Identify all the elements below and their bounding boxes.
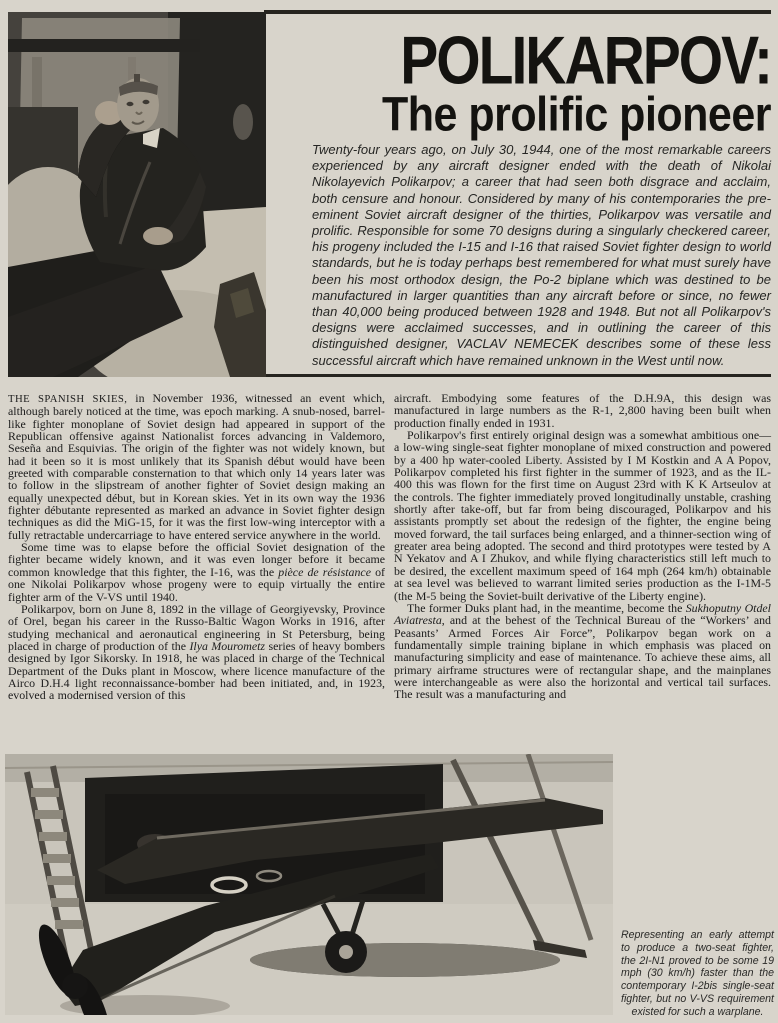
intro-divider-rule [266,374,771,377]
page-subtitle: The prolific pioneer [382,88,771,142]
aircraft-photo-graphic [5,754,613,1015]
aircraft-photo [5,754,613,1015]
polikarpov-portrait-photo [8,12,266,377]
photo-caption: Representing an early attempt to produce a two-seat fighter, the 2I-N1 proved to be some 19 mph (30 km/h) faster than the contemporary I-2bis single-seat fighter, but no V-VS requirement existed for such a warplane. [621,929,774,1018]
intro-paragraph: Twenty-four years ago, on July 30, 1944, one of the most remarkable careers experienced by any aircraft designer ended with the death of Nikolai Nikolayevich Polikarpov; a career that had seen both disgrace and acclaim, both censure and honour. Considered by many of his contemporaries the pre-eminent Soviet aircraft designer of the thirties, Polikarpov was versatile and prolific. Responsible for some 70 designs during a singularly checkered career, his progeny included the I-15 and I-16 that raised Soviet fighter design to world standards, but he is today perhaps best remembered for what must surely have been his most orthodox design, the Po-2 biplane which was destined to be manufactured in larger quantities than any aircraft before or since, no fewer than 40,000 being produced between 1928 and 1948. But not all Polikarpov's designs were acclaimed successes, and in outlining the career of this distinguished designer, VACLAV NEMECEK describes some of these less successful aircraft which have remained unknown in the West until now. [312,142,771,368]
page-title: POLIKARPOV: [400,23,771,99]
paragraph: The former Duks plant had, in the meantime, become the Sukhoputny Otdel Aviatresta, and at the behest of the Technical Bureau of the “Workers’ and Peasants’ Armed Forces Air Force”, Polikarpov began work on a fundamentally simple training biplane in which emphasis was placed on manufacturing simplicity and ease of maintenance. To achieve these aims, all primary airframe structures were of rectangular shape, and the mainplanes were interchangeable as were also the horizontal and vertical tail surfaces. The result was a manufacturing and [394,600,771,702]
paragraph: Polikarpov's first entirely original design was a somewhat ambitious one—a low-wing single-seat fighter monoplane of mixed construction and powered by a 400 hp water-cooled Liberty. Assisted by I M Kostkin and A A Popov, Polikarpov completed his first fighter in the summer of 1923, and as the IL-400 this was flown for the first time on August 23rd with K K Artseulov at the controls. The fighter immediately proved longitudinally unstable, crashing shortly after take-off, but far from being discouraged, Polikarpov and his assistants promptly set about the redesign of the fighter, the engine being moved forward, the tail surfaces being enlarged, and a thinner-section wing of greater area being adopted. The second and third prototypes were tested by A N Yekatov and A I Zhukov, and while flying characteristics still left much to be desired, the excellent maximum speed of 164 mph (264 km/h) obtainable at sea level was believed to warrant limited series production as the I-1M-5 (the M-5 being the Soviet-built derivative of the Liberty engine). [394,428,771,603]
paragraph: THE SPANISH SKIES, in November 1936, witnessed an event which, although barely noticed at the time, was epoch marking. A snub-nosed, barrel-like fighter monoplane of Soviet design had appeared in support of the Republican offensive against Nationalist forces advancing in Valdemoro, Seseña and Esquivias. The origin of the fighter was not widely known, but had it been so it is most unlikely that its Spanish début would have been greeted with comparable consternation to that which only 14 years later was to follow in the slipstream of another fighter of Soviet design making an equally unexpected début, but in Korean skies. Yet in its own way the 1936 fighter débutante represented as marked an advance in Soviet fighter design techniques as did the MiG-15, for it was the first low-wing interceptor with a fully retractable undercarriage to have entered service anywhere in the world. [8,391,386,542]
paragraph: Polikarpov, born on June 8, 1892 in the village of Georgiyevsky, Province of Orel, began his career in the Russo-Baltic Wagon Works in 1916, after studying mechanical and aeronautical engineering in St Petersburg, being placed in charge of production of the Ilya Mourometz series of heavy bombers designed by Igor Sikorsky. In 1918, he was placed in charge of the Technical Department of the Duks plant in Moscow, where licence manufacture of the Airco D.H.4 light reconnaissance-bomber had been initiated, and, in 1923, evolved a modernised version of this [8,601,385,703]
paragraph: aircraft. Embodying some features of the D.H.9A, this design was manufactured in large numbers as the R-1, 2,800 having been built when production finally ended in 1931. [394,391,771,430]
article-column-right [394,392,771,701]
portrait-photo-graphic [8,12,266,377]
article-column-left [8,392,385,702]
top-rule [264,10,771,14]
paragraph: Some time was to elapse before the official Soviet designation of the fighter became widely known, and it was even longer before it became common knowledge that this fighter, the I-16, was the pièce de résistance of one Nikolai Polikarpov whose progeny were to equip virtually the entire fighter arm of the V-VS until 1940. [8,540,386,604]
